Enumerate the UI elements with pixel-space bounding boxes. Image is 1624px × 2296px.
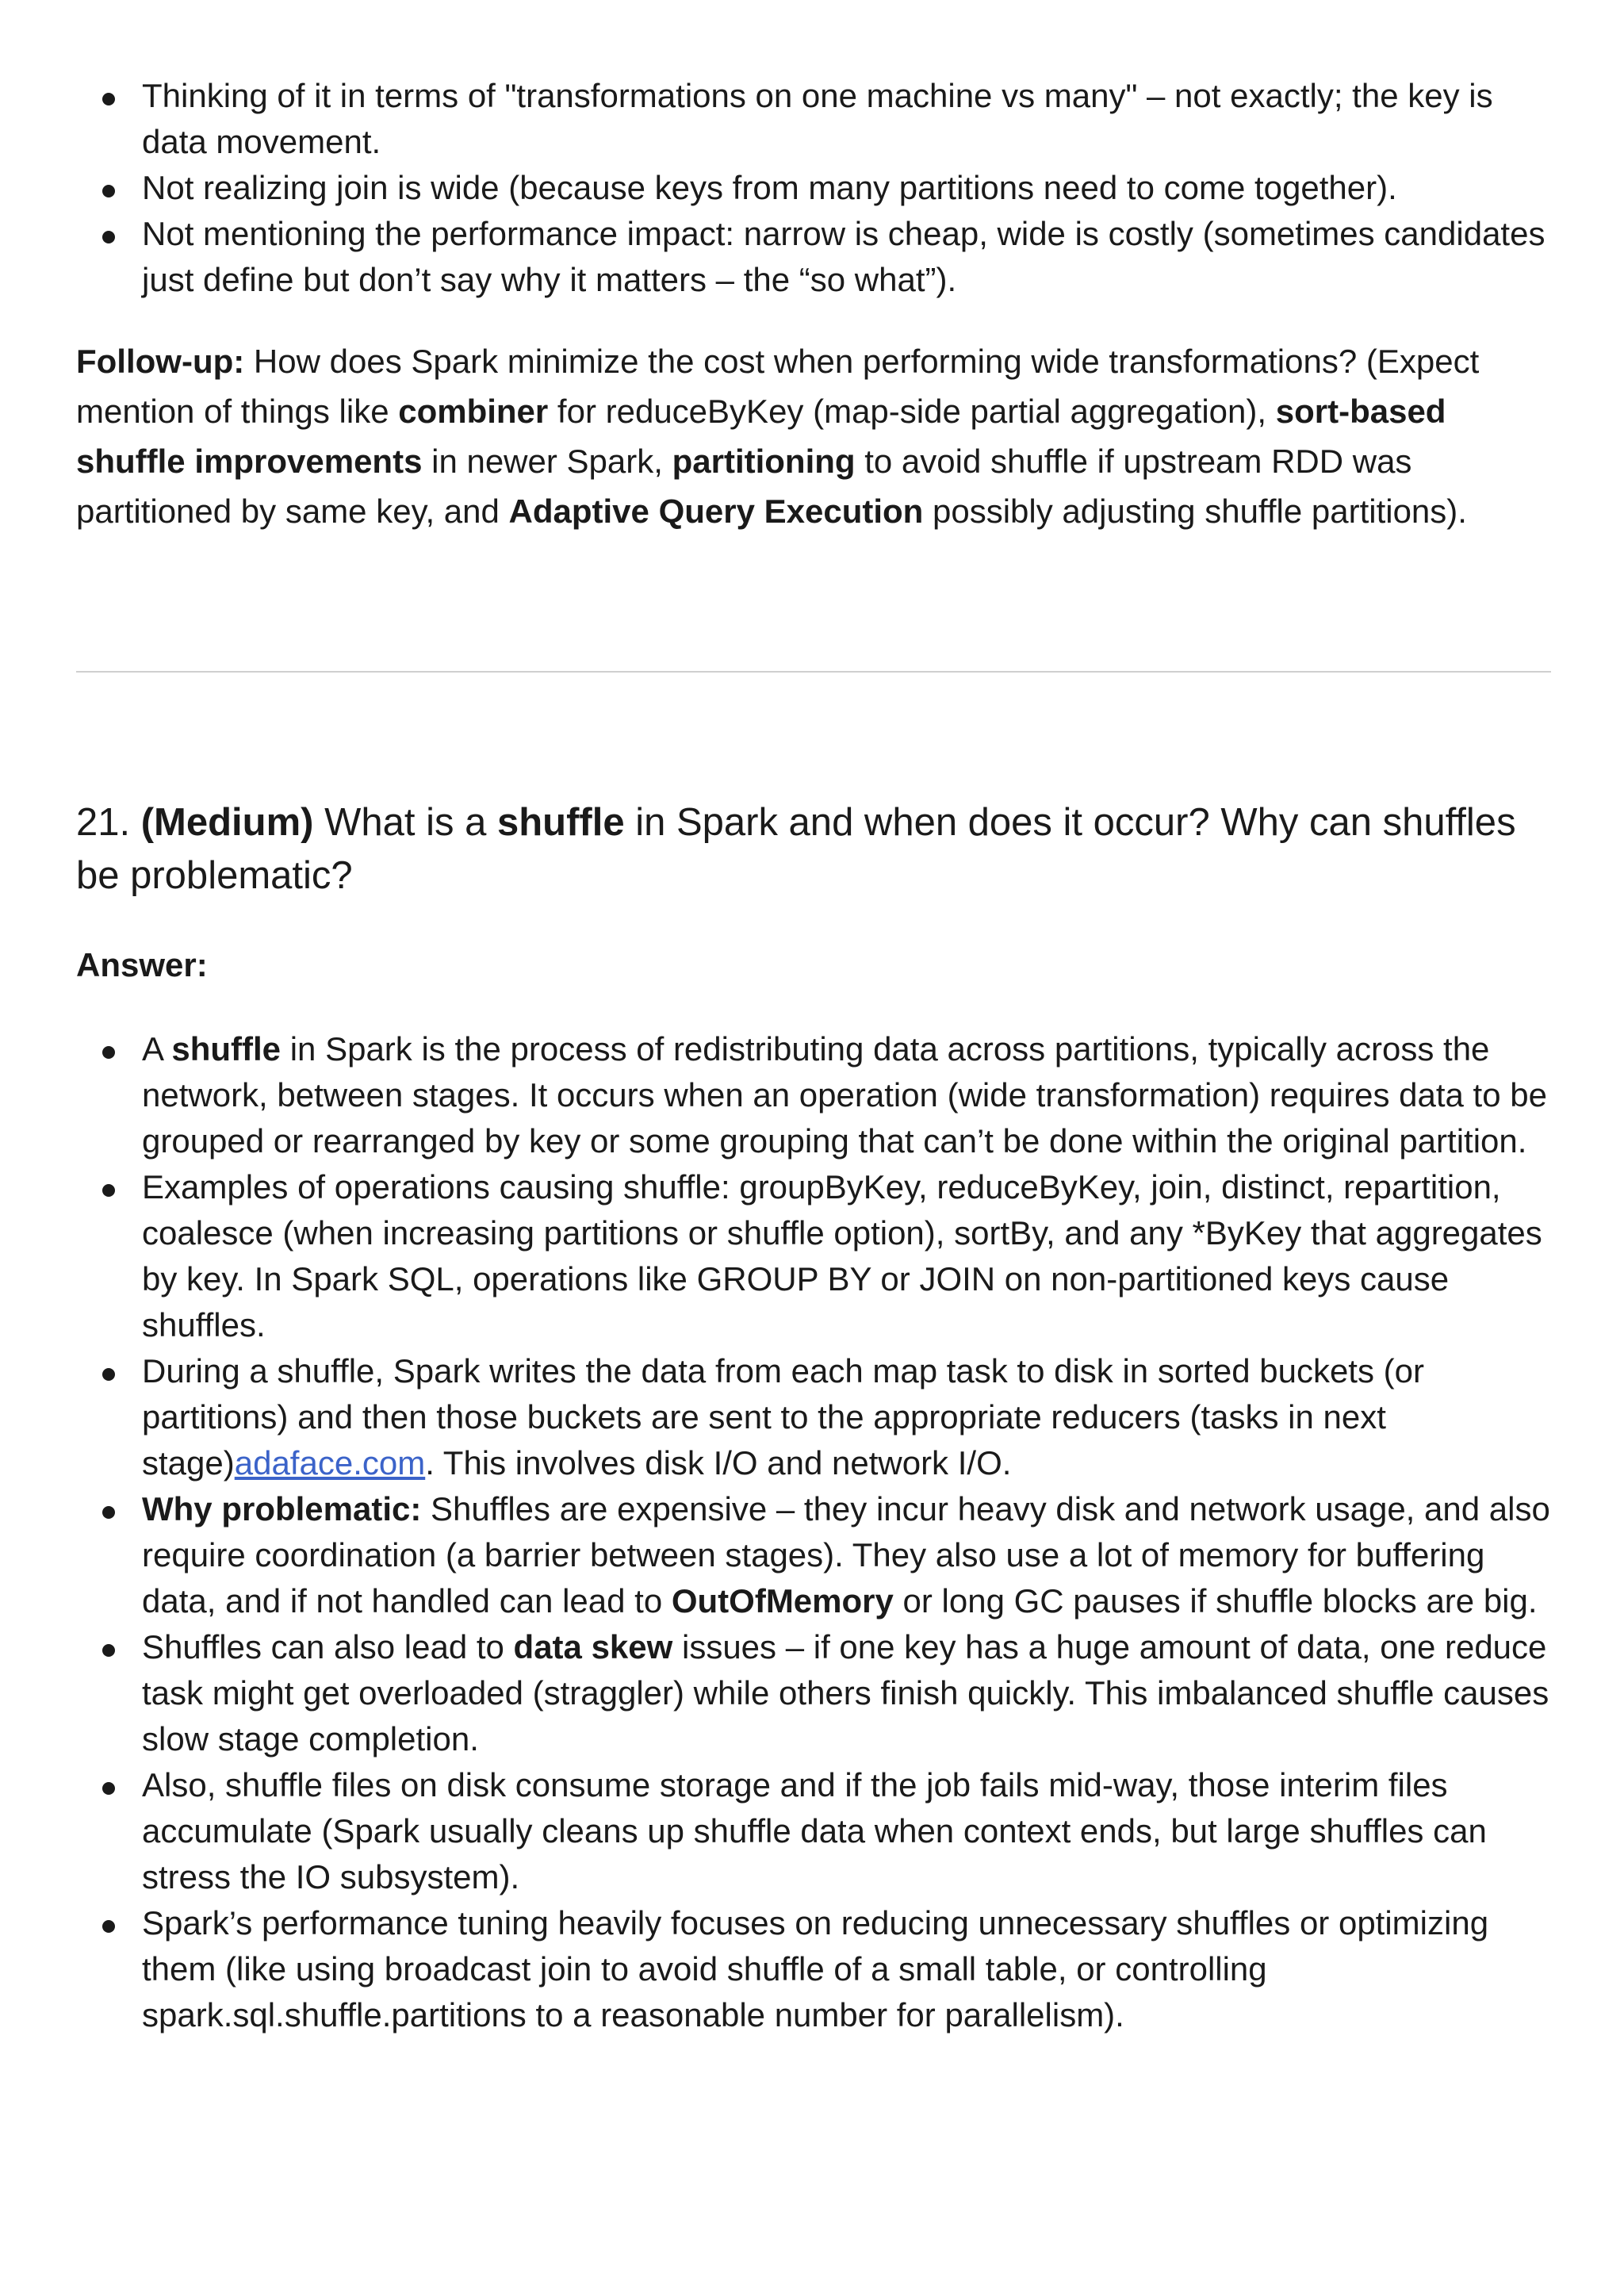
question-heading (76, 796, 1551, 903)
answer-text: Shuffles are expensive – they incur heavy disk and network usage, and also require coordination (a barrier between stages). They also use a lot of memory for buffering data, and if not handled can lead to (142, 1490, 1550, 1619)
list-item (76, 1348, 1551, 1486)
followup-text: to avoid shuffle if upstream RDD was partitioned by same key, and (76, 443, 1412, 530)
answer-text: in Spark is the process of redistributing data across partitions, typically across the network, between stages. It occurs when an operation (wide transformation) requires data to be grouped or rearranged by key or some grouping that can’t be done within the original partition. (142, 1030, 1547, 1159)
followup-term: Adaptive Query Execution (508, 493, 924, 530)
list-item: Spark’s performance tuning heavily focuses on reducing unnecessary shuffles or optimizing them (like using broadcast join to avoid shuffle of a small table, or controlling spark.sql.shuffle.partitions to a reasonable number for parallelism). (76, 1900, 1551, 2038)
question-term: shuffle (496, 801, 625, 844)
followup-term: sort-based shuffle improvements (76, 393, 1446, 480)
question-text: in Spark and when does it occur? Why can shuffles be problematic? (76, 801, 1516, 897)
list-item: Thinking of it in terms of "transformations on one machine vs many" – not exactly; the key is data movement. (76, 73, 1551, 165)
document-page (76, 73, 1551, 2038)
answer-text: or long GC pauses if shuffle blocks are big. (893, 1582, 1538, 1619)
answer-text: Shuffles can also lead to (142, 1628, 514, 1665)
question-level: (Medium) (140, 801, 314, 844)
list-item: Examples of operations causing shuffle: groupByKey, reduceByKey, join, distinct, repartition, coalesce (when increasing partitions or shuffle option), sortBy, and any *ByKey that aggregates by key. In Spark SQL, operations like GROUP BY or JOIN on non-partitioned keys cause shuffles. (76, 1164, 1551, 1348)
followup-label: Follow-up: (76, 343, 245, 380)
followup-text: How does Spark minimize the cost when performing wide transformations? (Expect mention of things like (76, 343, 1480, 430)
list-item: Also, shuffle files on disk consume storage and if the job fails mid-way, those interim files accumulate (Spark usually cleans up shuffle data when context ends, but large shuffles can stress the IO subsystem). (76, 1762, 1551, 1900)
pitfalls-list (76, 73, 1551, 303)
answer-term: shuffle (171, 1030, 282, 1068)
answer-text: issues – if one key has a huge amount of data, one reduce task might get overloaded (straggler) while others finish quickly. This imbalanced shuffle causes slow stage completion. (142, 1628, 1549, 1757)
answer-text: During a shuffle, Spark writes the data from each map task to disk in sorted buckets (or partitions) and then those buckets are sent to the appropriate reducers (tasks in next stage) (142, 1352, 1424, 1481)
followup-term: partitioning (672, 443, 856, 480)
answer-term: Why problematic: (142, 1490, 422, 1527)
answer-term: data skew (513, 1628, 673, 1665)
answer-label: Answer: (76, 946, 208, 983)
answer-term: OutOfMemory (671, 1582, 894, 1619)
source-link[interactable]: adaface.com (234, 1444, 426, 1481)
followup-text: for reduceByKey (map-side partial aggregation), (548, 393, 1276, 430)
answer-list (76, 1026, 1551, 2038)
list-item (76, 1026, 1551, 1164)
question-text: What is a (313, 801, 497, 844)
list-item (76, 1624, 1551, 1762)
section-divider (76, 671, 1551, 673)
list-item: Not realizing join is wide (because keys from many partitions need to come together). (76, 165, 1551, 211)
followup-text: possibly adjusting shuffle partitions). (923, 493, 1467, 530)
followup-text: in newer Spark, (422, 443, 672, 480)
list-item: Not mentioning the performance impact: narrow is cheap, wide is costly (sometimes candidates just define but don’t say why it matters – the “so what”). (76, 211, 1551, 303)
list-item (76, 1486, 1551, 1624)
question-number: 21. (76, 801, 141, 844)
followup-paragraph (76, 336, 1551, 536)
followup-term: combiner (398, 393, 549, 430)
answer-text: . This involves disk I/O and network I/O. (425, 1444, 1012, 1481)
answer-text: A (142, 1030, 172, 1068)
